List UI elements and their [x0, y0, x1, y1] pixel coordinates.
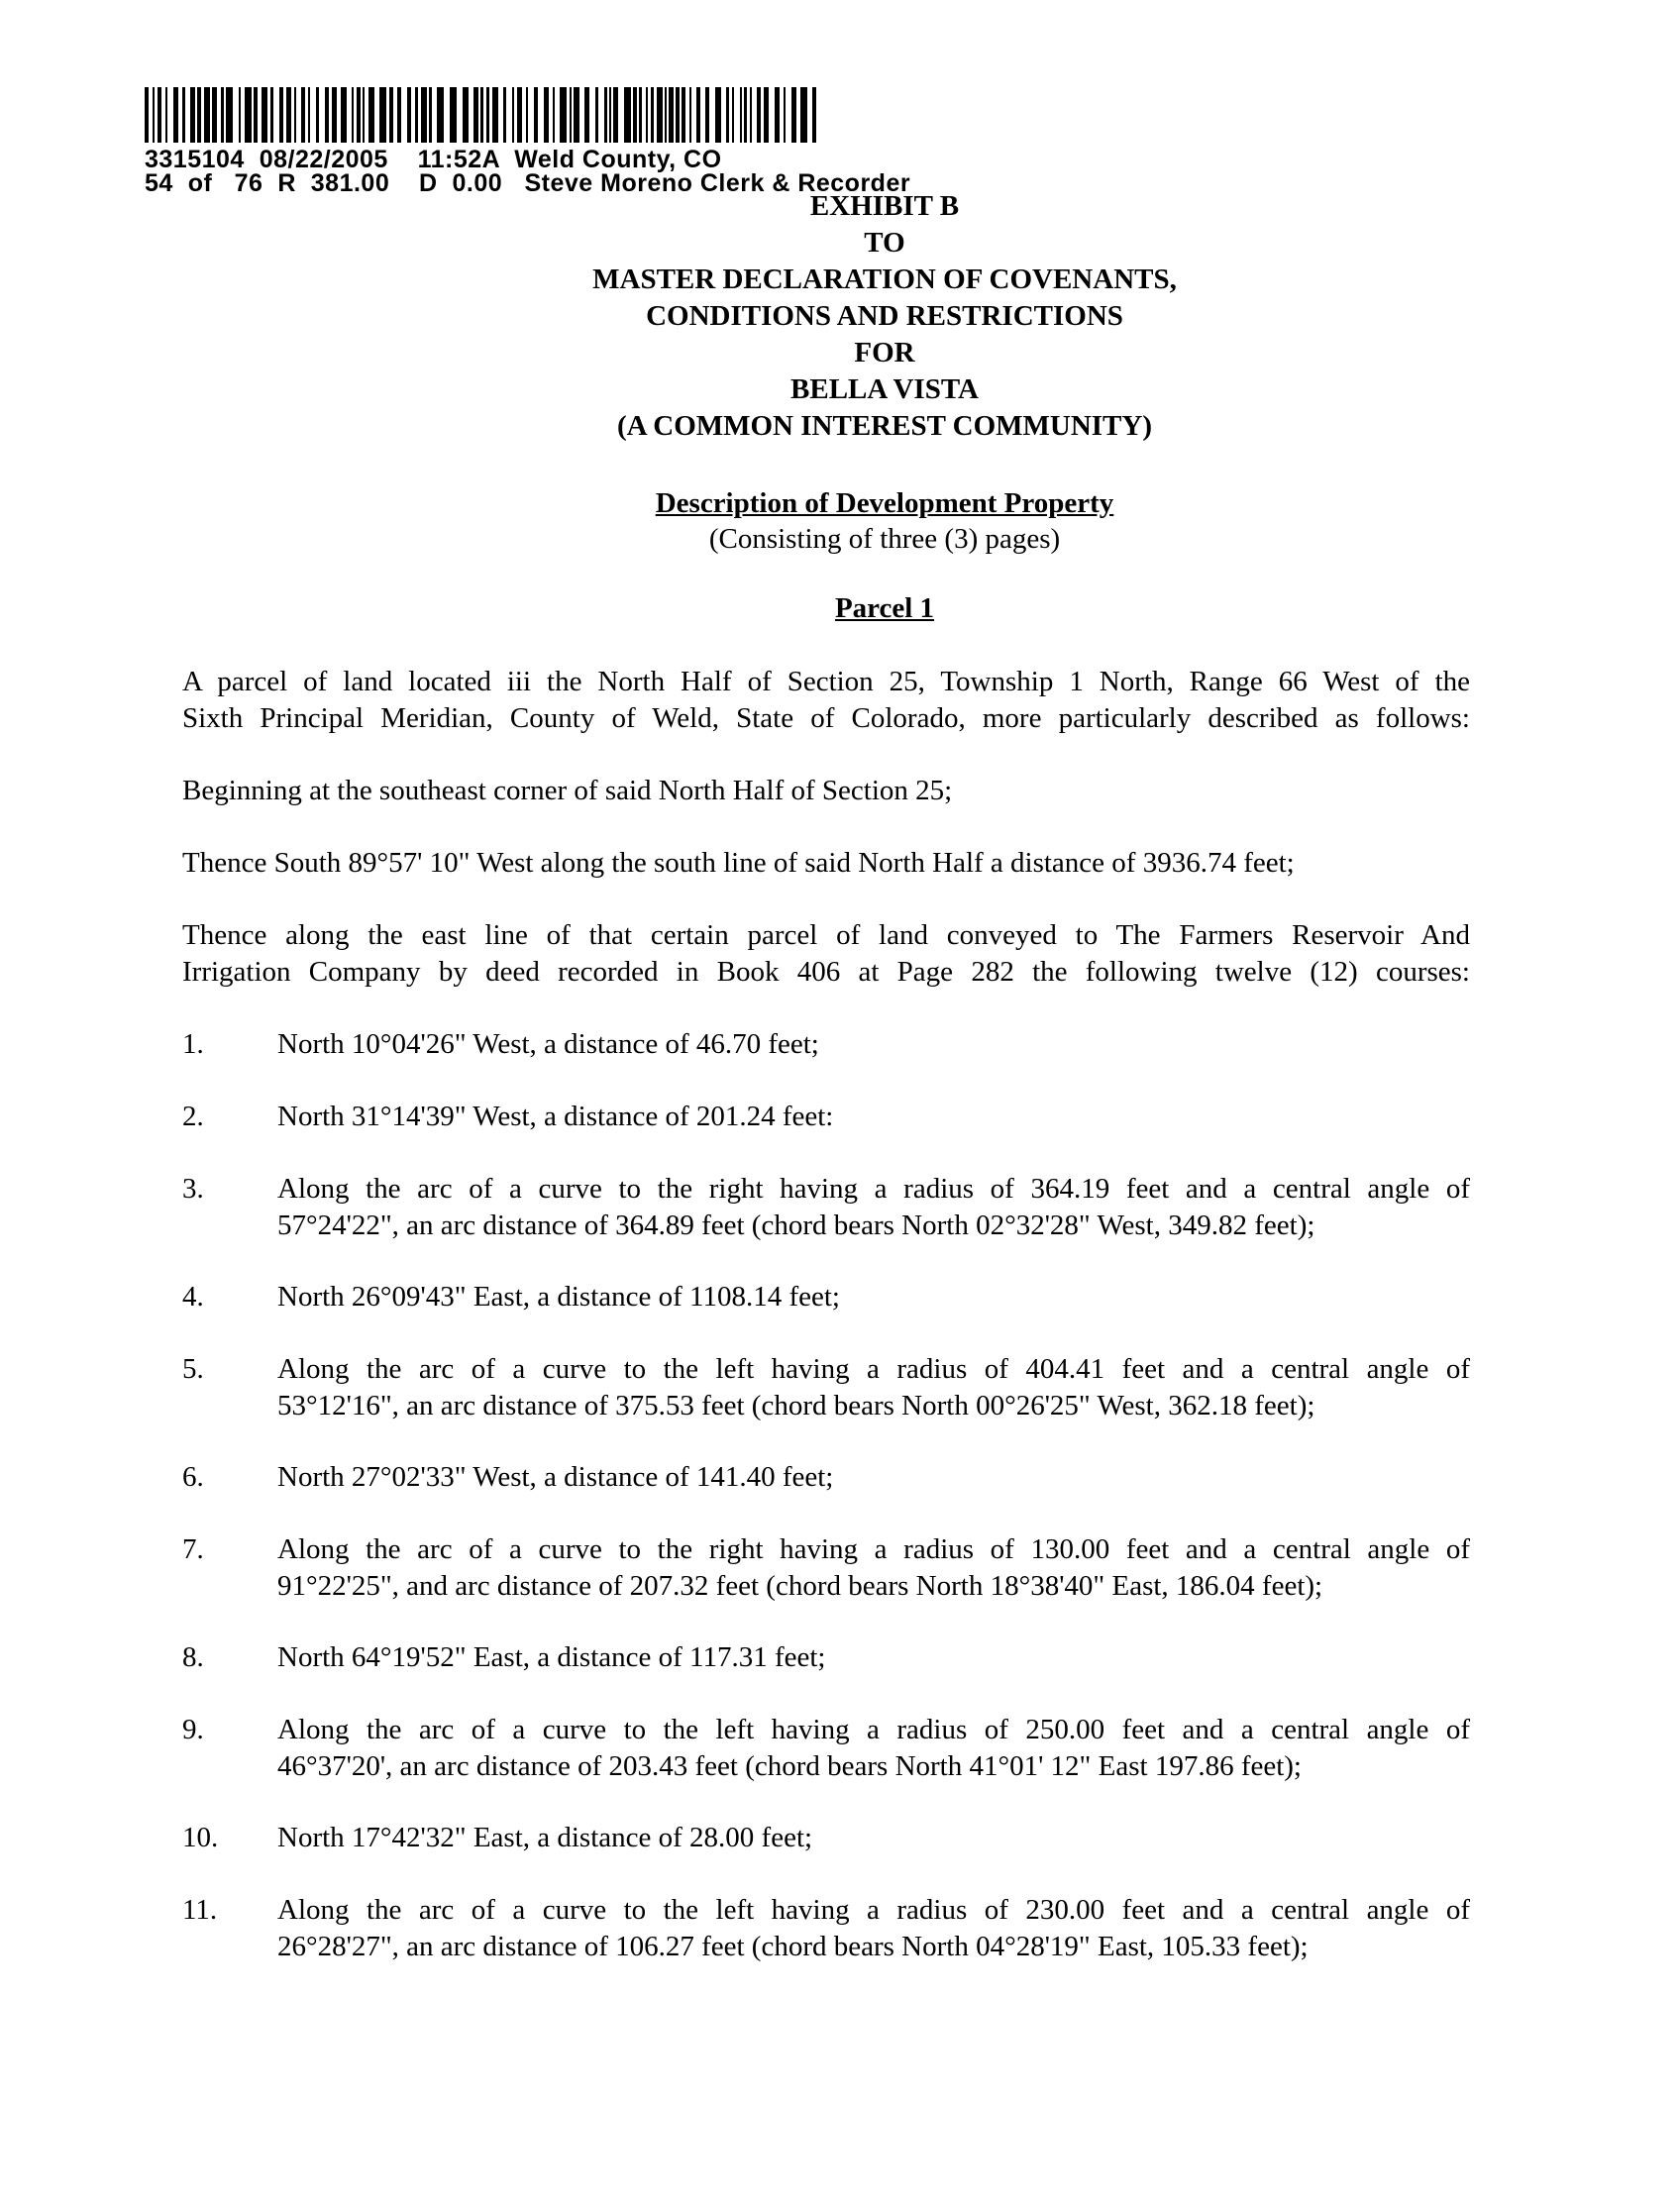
course-text: 57°24'22", an arc distance of 364.89 feet (chord bears North 02°32'28" West, 349.82 feet);: [277, 1210, 1315, 1241]
beginning-paragraph: Beginning at the southeast corner of said North Half of Section 25;: [182, 775, 953, 806]
section-note: (Consisting of three (3) pages): [708, 523, 1061, 555]
course-text: Along the arc of a curve to the right having a radius of 130.00 feet and a central angle of: [277, 1533, 1470, 1565]
intro-line: Sixth Principal Meridian, County of Weld, State of Colorado, more particularly described as follows:: [182, 702, 1470, 734]
course-number: 8.: [182, 1641, 204, 1673]
exhibit-heading: [0, 188, 1680, 445]
heading-line: BELLA VISTA: [790, 373, 979, 405]
heading-line: EXHIBIT B: [809, 190, 960, 222]
course-text: North 10°04'26" West, a distance of 46.70 feet;: [277, 1028, 819, 1060]
course-number: 10.: [182, 1822, 219, 1853]
course-number: 3.: [182, 1173, 204, 1205]
course-text: North 64°19'52" East, a distance of 117.31 feet;: [277, 1641, 826, 1673]
intro-paragraph: [182, 664, 1470, 737]
parcel-title: Parcel 1: [834, 592, 935, 624]
course-text: 26°28'27", an arc distance of 106.27 feet (chord bears North 04°28'19" East, 105.33 feet);: [277, 1931, 1309, 1962]
course-text: Along the arc of a curve to the left having a radius of 230.00 feet and a central angle of: [277, 1894, 1470, 1926]
heading-line: FOR: [854, 337, 915, 368]
thence-paragraph-2: [182, 917, 1470, 991]
section-header: [0, 485, 1680, 557]
course-number: 4.: [182, 1281, 204, 1313]
course-text: Along the arc of a curve to the left having a radius of 250.00 feet and a central angle of: [277, 1714, 1470, 1745]
course-text: North 31°14'39" West, a distance of 201.24 feet:: [277, 1101, 834, 1132]
course-text: 53°12'16", an arc distance of 375.53 feet (chord bears North 00°26'25" West, 362.18 feet);: [277, 1390, 1315, 1421]
parcel-header: [0, 590, 1680, 626]
course-number: 6.: [182, 1461, 204, 1493]
course-text: North 27°02'33" West, a distance of 141.40 feet;: [277, 1461, 834, 1493]
course-text: 91°22'25", and arc distance of 207.32 feet (chord bears North 18°38'40" East, 186.04 feet);: [277, 1570, 1323, 1602]
section-title: Description of Development Property: [655, 487, 1114, 519]
heading-line: TO: [864, 227, 905, 259]
recording-barcode: [145, 87, 823, 143]
thence-line: Irrigation Company by deed recorded in Book 406 at Page 282 the following twelve (12) courses:: [182, 956, 1470, 988]
course-number: 2.: [182, 1101, 204, 1132]
heading-line: CONDITIONS AND RESTRICTIONS: [646, 300, 1123, 332]
thence-paragraph-1: Thence South 89°57' 10" West along the south line of said North Half a distance of 3936.74 feet;: [182, 847, 1295, 879]
course-text: 46°37'20', an arc distance of 203.43 feet (chord bears North 41°01' 12" East 197.86 feet);: [277, 1750, 1302, 1782]
course-text: Along the arc of a curve to the right having a radius of 364.19 feet and a central angle of: [277, 1173, 1470, 1205]
course-number: 9.: [182, 1714, 204, 1745]
recording-stamp-line-2: 54 of 76 R 381.00 D 0.00 Steve Moreno Clerk & Recorder: [145, 169, 911, 197]
recording-stamp-line-1: 3315104 08/22/2005 11:52A Weld County, CO: [145, 146, 722, 173]
course-number: 7.: [182, 1533, 204, 1565]
course-text: Along the arc of a curve to the left having a radius of 404.41 feet and a central angle of: [277, 1353, 1470, 1385]
heading-line: MASTER DECLARATION OF COVENANTS,: [592, 263, 1177, 295]
course-number: 5.: [182, 1353, 204, 1385]
course-number: 1.: [182, 1028, 204, 1060]
course-text: North 26°09'43" East, a distance of 1108.14 feet;: [277, 1281, 840, 1313]
thence-line: Thence along the east line of that certain parcel of land conveyed to The Farmers Reservoir And: [182, 919, 1470, 951]
intro-line: A parcel of land located iii the North Half of Section 25, Township 1 North, Range 66 West of the: [182, 666, 1470, 697]
course-number: 11.: [182, 1894, 218, 1926]
course-text: North 17°42'32" East, a distance of 28.00 feet;: [277, 1822, 813, 1853]
heading-line: (A COMMON INTEREST COMMUNITY): [617, 410, 1152, 442]
